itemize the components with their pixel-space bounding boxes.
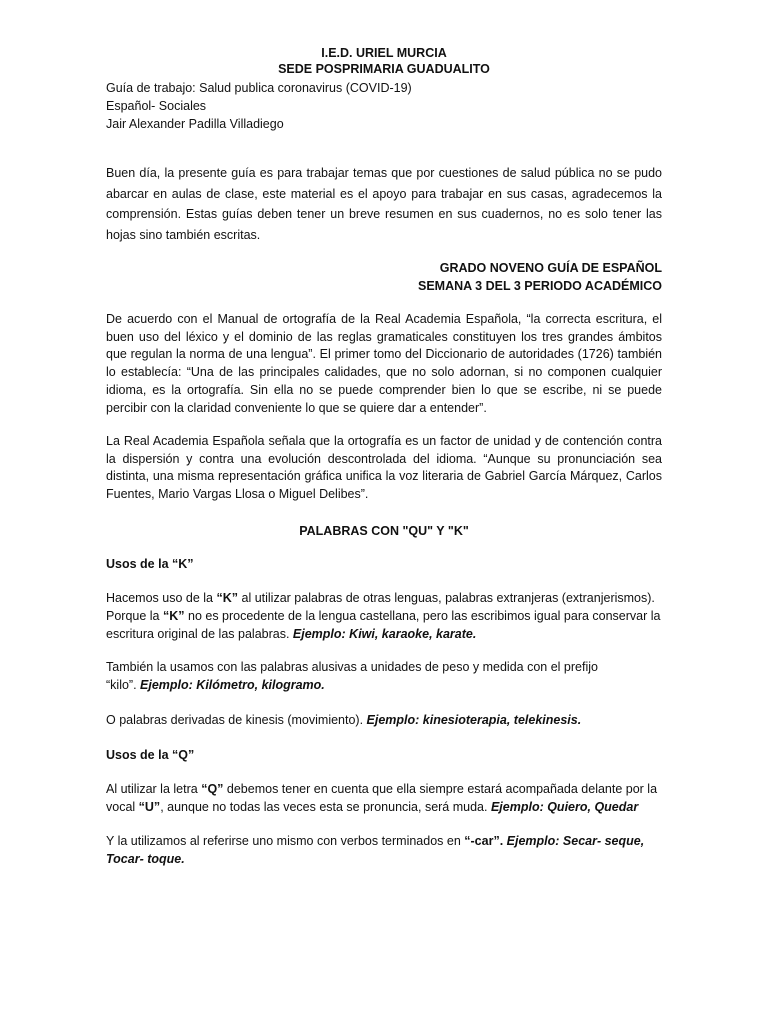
k-p3-example: Ejemplo: kinesioterapia, telekinesis.	[366, 713, 582, 727]
k-paragraph-1	[106, 589, 662, 643]
q-p1-example: Ejemplo: Quiero, Quedar	[490, 800, 639, 814]
k-p1-text-1: Hacemos uso de la	[106, 591, 217, 605]
q-p2-text: Y la utilizamos al referirse uno mismo con verbos terminados en	[106, 834, 465, 848]
k-p2-line-1: También la usamos con las palabras alusivas a unidades de peso y medida con el prefijo	[106, 660, 598, 674]
week-title: SEMANA 3 DEL 3 PERIODO ACADÉMICO	[417, 279, 662, 293]
k-paragraph-3	[106, 711, 662, 729]
paragraph-rae-1: De acuerdo con el Manual de ortografía de la Real Academia Española, “la correcta escritura, el buen uso del léxico y el dominio de las reglas gramaticales constituyen los tres grandes ámbitos que regulan la norma de una lengua”. El primer tomo del Diccionario de autoridades (1726) también lo establecía: “Una de las principales calidades, que no solo adornan, si no componen cualquier idioma, es la ortografía. Sin ella no se puede comprender bien lo que se escribe, ni se puede percibir con la claridad conveniente lo que se quiere dar a entender”.	[106, 312, 662, 415]
q-p1-text-1: Al utilizar la letra	[106, 782, 202, 796]
teacher-name: Jair Alexander Padilla Villadiego	[106, 117, 284, 131]
intro-paragraph: Buen día, la presente guía es para trabajar temas que por cuestiones de salud pública no se pudo abarcar en aulas de clase, este material es el apoyo para trabajar en sus casas, agradecemos la comprensión. Estas guías deben tener un breve resumen en sus cuadernos, no es solo tener las hojas sino también escritas.	[106, 166, 662, 242]
k-heading: Usos de la “K”	[106, 557, 194, 571]
q-paragraph-2	[106, 832, 662, 868]
q-p1-u: “U”	[138, 800, 161, 814]
section-title: PALABRAS CON "QU" Y "K"	[299, 524, 469, 538]
q-paragraph-1	[106, 780, 662, 816]
k-p1-text-3: no es procedente de la lengua castellana, pero las escribimos igual para conservar la escritura original de las palabras.	[106, 609, 661, 641]
q-p2-car: “-car”.	[464, 834, 504, 848]
k-p2-line-2: “kilo”.	[106, 678, 141, 692]
q-p1-text-3: , aunque no todas las veces esta se pronuncia, será muda.	[160, 800, 491, 814]
k-p3-text: O palabras derivadas de kinesis (movimiento).	[106, 713, 367, 727]
sede-name: SEDE POSPRIMARIA GUADUALITO	[278, 62, 490, 76]
grade-title: GRADO NOVENO GUÍA DE ESPAÑOL	[439, 261, 662, 275]
k-p1-text-2: al utilizar palabras de otras lenguas, palabras extranjeras (extranjerismos). Porque la	[106, 591, 655, 623]
section-heading-block	[106, 259, 662, 295]
paragraph-rae-2: La Real Academia Española señala que la ortografía es un factor de unidad y de contención contra la dispersión y contra una evolución descontrolada del idioma. “Aunque su pronunciación sea distinta, una misma representación gráfica unifica la voz literaria de Gabriel García Márquez, Carlos Fuentes, Mario Vargas Llosa o Miguel Delibes”.	[106, 434, 662, 502]
q-p1-q: “Q”	[201, 782, 224, 796]
q-p1-text-2: debemos tener en cuenta que ella siempre estará acompañada delante por la vocal	[106, 782, 658, 814]
k-paragraph-2	[106, 658, 662, 694]
k-p1-k1: “K”	[216, 591, 239, 605]
school-name: I.E.D. URIEL MURCIA	[321, 46, 447, 60]
document-header	[106, 45, 662, 77]
q-p2-example: Ejemplo: Secar- seque, Tocar- toque.	[106, 834, 645, 866]
k-p1-k2: “K”	[162, 609, 185, 623]
guide-title: Guía de trabajo: Salud publica coronavirus (COVID-19)	[106, 81, 412, 95]
k-p1-example: Ejemplo: Kiwi, karaoke, karate.	[292, 627, 477, 641]
subjects: Español- Sociales	[106, 99, 207, 113]
q-heading: Usos de la “Q”	[106, 748, 195, 762]
guide-info	[106, 79, 662, 133]
k-p2-example: Ejemplo: Kilómetro, kilogramo.	[140, 678, 325, 692]
